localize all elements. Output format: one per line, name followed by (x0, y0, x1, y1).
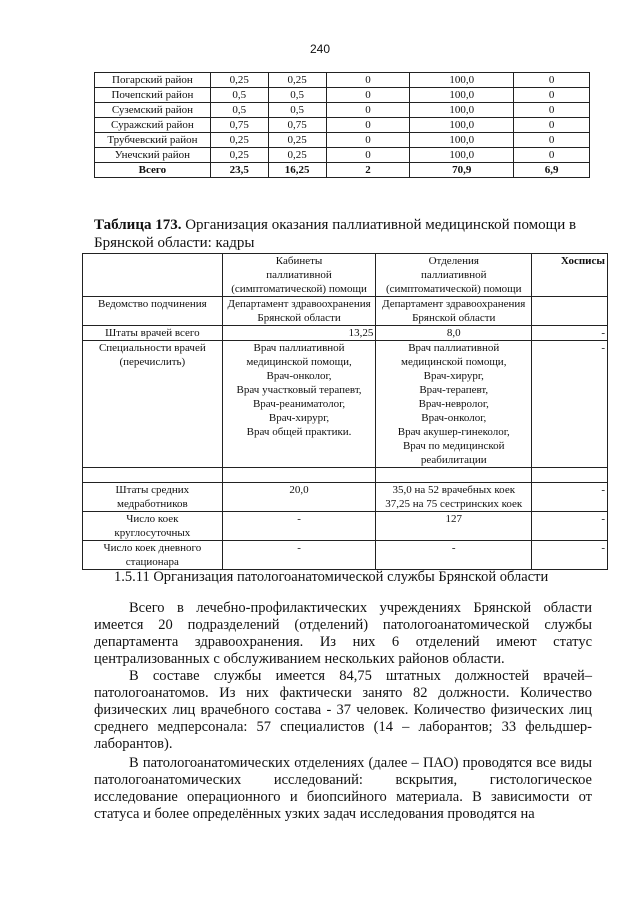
cell-value: 6,9 (514, 163, 590, 178)
cell-value: Врач паллиативной медицинской помощи, Врач-онколог, Врач участковый терапевт, Врач-реаниматолог, Врач-хирург, Врач общей практики. (222, 341, 376, 468)
cell-value: 0,25 (268, 133, 326, 148)
cell-value: - (532, 512, 608, 541)
section-heading: 1.5.11 Организация патологоанатомической службы Брянской области (114, 569, 549, 585)
header-empty (83, 254, 223, 297)
cell-value: 0 (514, 133, 590, 148)
cell-value: - (222, 512, 376, 541)
table-row (83, 541, 608, 570)
cell-value (532, 297, 608, 326)
districts-table (94, 72, 590, 178)
cell-value: 0,25 (210, 148, 268, 163)
cell-value: - (532, 341, 608, 468)
cell-value: Департамент здравоохранения Брянской области (376, 297, 532, 326)
header-hospices: Хосписы (532, 254, 608, 297)
cell-value: 0 (514, 103, 590, 118)
table-row (83, 512, 608, 541)
table-row (83, 297, 608, 326)
cell-value: 0,25 (210, 73, 268, 88)
table-row (83, 483, 608, 512)
district-name: Почепский район (95, 88, 211, 103)
caption-number: Таблица 173. (94, 217, 182, 233)
cell-value: 16,25 (268, 163, 326, 178)
palliative-staff-table (82, 253, 608, 570)
table-row (95, 148, 590, 163)
cell-value: 100,0 (410, 133, 514, 148)
cell-value: 0,5 (268, 103, 326, 118)
district-name: Суражский район (95, 118, 211, 133)
table-row-empty (83, 468, 608, 483)
cell-value: - (532, 326, 608, 341)
cell-value: 0,25 (268, 148, 326, 163)
cell-value: 35,0 на 52 врачебных коек 37,25 на 75 сестринских коек (376, 483, 532, 512)
paragraph: В патологоанатомических отделениях (далее – ПАО) проводятся все виды патологоанатомических исследований: вскрытия, гистологическое исследование операционного и биопсийного материала. В зависимости от статуса и более определённых узких задач исследования проводятся на (94, 755, 592, 822)
cell-value: 13,25 (222, 326, 376, 341)
cell-value: - (376, 541, 532, 570)
cell-value: Врач паллиативной медицинской помощи, Врач-хирург, Врач-терапевт, Врач-невролог, Врач-онколог, Врач акушер-гинеколог, Врач по медицинской реабилитации (376, 341, 532, 468)
table-row (95, 103, 590, 118)
cell-value: 0 (326, 73, 410, 88)
cell-value: 0 (514, 118, 590, 133)
table-caption (94, 216, 594, 252)
cell-value: 0,25 (210, 133, 268, 148)
table-row (95, 73, 590, 88)
header-departments: Отделения паллиативной (симптоматической) помощи (376, 254, 532, 297)
total-label: Всего (95, 163, 211, 178)
paragraph: Всего в лечебно-профилактических учреждениях Брянской области имеется 20 подразделений (отделений) патологоанатомической службы департамента здравоохранения. Из них 6 отделений имеют статус централизованных с обслуживанием нескольких районов области. (94, 600, 592, 667)
cell-value: 100,0 (410, 118, 514, 133)
cell-value: 0 (514, 73, 590, 88)
table-row (83, 326, 608, 341)
cell-value: 70,9 (410, 163, 514, 178)
cell-value: 23,5 (210, 163, 268, 178)
district-name: Суземский район (95, 103, 211, 118)
cell-value: Департамент здравоохранения Брянской области (222, 297, 376, 326)
header-cabinets: Кабинеты паллиативной (симптоматической) помощи (222, 254, 376, 297)
table-row (83, 341, 608, 468)
row-label: Штаты средних медработников (83, 483, 223, 512)
cell-value: - (222, 541, 376, 570)
table-row (95, 133, 590, 148)
cell-value: - (532, 483, 608, 512)
cell-value: 0 (326, 88, 410, 103)
table-row (95, 88, 590, 103)
table-row (95, 118, 590, 133)
row-label: Штаты врачей всего (83, 326, 223, 341)
cell-value: 0 (326, 133, 410, 148)
page-number: 240 (309, 42, 331, 56)
district-name: Погарский район (95, 73, 211, 88)
cell-value: 0 (326, 118, 410, 133)
cell-value: 100,0 (410, 148, 514, 163)
cell-value: 2 (326, 163, 410, 178)
cell-value: 100,0 (410, 88, 514, 103)
district-name: Унечский район (95, 148, 211, 163)
cell-value: 0,75 (210, 118, 268, 133)
district-name: Трубчевский район (95, 133, 211, 148)
cell-value: 0 (326, 148, 410, 163)
empty-cell (222, 468, 376, 483)
empty-cell (532, 468, 608, 483)
paragraph: В составе службы имеется 84,75 штатных должностей врачей–патологоанатомов. Из них фактически занято 82 должности. Количество физических лиц врачебного состава - 37 человек. Количество физических лиц среднего медперсонала: 57 специалистов (14 – лаборантов; 33 фельдшер-лаборантов). (94, 668, 592, 752)
cell-value: 0,25 (268, 73, 326, 88)
cell-value: 100,0 (410, 73, 514, 88)
table-header-row (83, 254, 608, 297)
row-label: Число коек круглосуточных (83, 512, 223, 541)
cell-value: 0 (514, 88, 590, 103)
empty-cell (376, 468, 532, 483)
total-row (95, 163, 590, 178)
cell-value: - (532, 541, 608, 570)
row-label: Число коек дневного стационара (83, 541, 223, 570)
cell-value: 0 (326, 103, 410, 118)
cell-value: 100,0 (410, 103, 514, 118)
cell-value: 0 (514, 148, 590, 163)
cell-value: 20,0 (222, 483, 376, 512)
cell-value: 8,0 (376, 326, 532, 341)
caption-text: Организация оказания паллиативной медицинской помощи в Брянской области: кадры (94, 217, 577, 251)
cell-value: 0,75 (268, 118, 326, 133)
row-label: Специальности врачей (перечислить) (83, 341, 223, 468)
cell-value: 0,5 (210, 103, 268, 118)
empty-cell (83, 468, 223, 483)
cell-value: 0,5 (210, 88, 268, 103)
row-label: Ведомство подчинения (83, 297, 223, 326)
cell-value: 0,5 (268, 88, 326, 103)
cell-value: 127 (376, 512, 532, 541)
